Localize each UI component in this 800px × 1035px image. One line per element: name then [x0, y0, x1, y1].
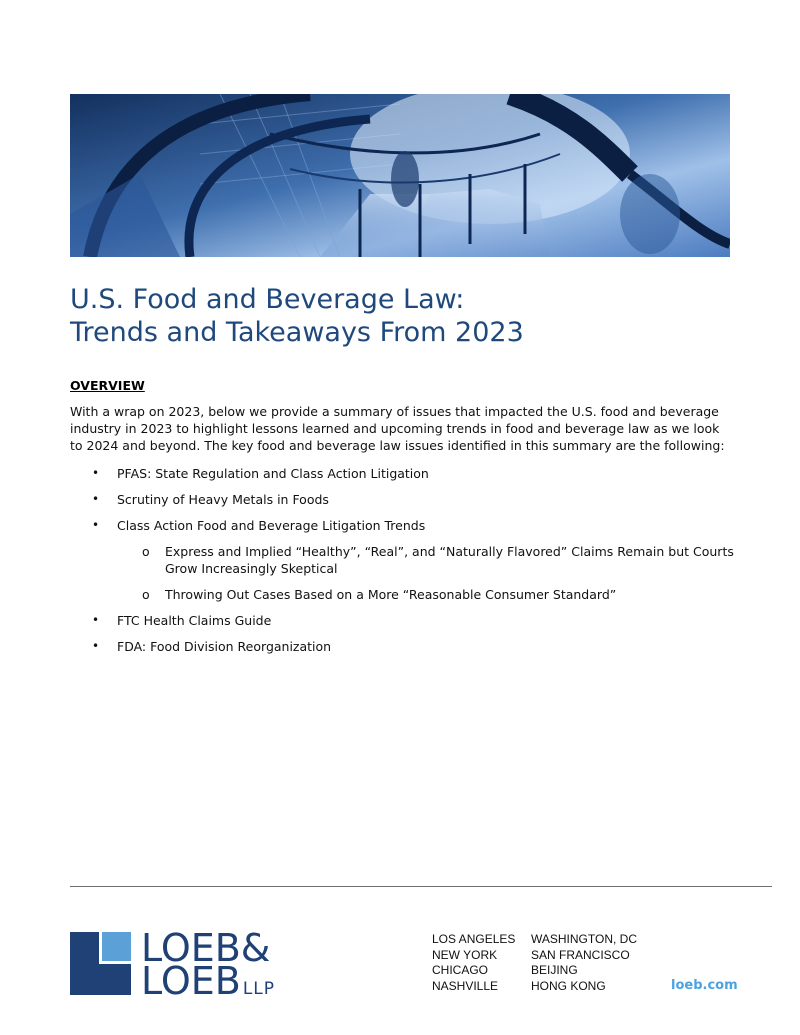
page-title	[70, 283, 750, 349]
footer-divider	[70, 886, 772, 887]
sub-bullet-icon: o	[142, 544, 150, 559]
website-link[interactable]: loeb.com	[671, 978, 738, 993]
list-item	[92, 638, 332, 655]
office-location: NASHVILLE	[432, 978, 499, 993]
list-item	[92, 517, 426, 534]
list-item	[92, 465, 429, 482]
office-location: CHICAGO	[432, 963, 489, 977]
bullet-icon: •	[92, 518, 100, 532]
office-location: SAN FRANCISCO	[531, 947, 630, 962]
logo-mark-gap	[99, 932, 102, 964]
list-item-text: FTC Health Claims Guide	[117, 613, 272, 628]
title-line-1: U.S. Food and Beverage Law:	[70, 284, 465, 315]
firm-logo	[70, 926, 295, 1003]
office-locations-column-2	[531, 932, 637, 994]
office-location: NEW YORK	[432, 947, 498, 962]
list-item	[92, 491, 329, 508]
logo-wordmark-llp: LLP	[242, 979, 276, 999]
sub-list-item-text: Express and Implied “Healthy”, “Real”, and “Naturally Flavored” Claims Remain but Courts Grow Increasingly Skeptical	[165, 544, 734, 576]
list-item	[92, 612, 272, 629]
bullet-icon: •	[92, 613, 100, 627]
bullet-icon: •	[92, 492, 100, 506]
office-location: LOS ANGELES	[432, 932, 516, 946]
overview-heading: OVERVIEW	[70, 378, 145, 393]
header-banner-image	[70, 94, 730, 257]
list-item-text: PFAS: State Regulation and Class Action Litigation	[117, 466, 429, 481]
logo-wordmark-line-2	[141, 959, 276, 1005]
sub-list-item	[142, 586, 617, 603]
bullet-icon: •	[92, 639, 100, 653]
overview-intro-paragraph: With a wrap on 2023, below we provide a summary of issues that impacted the U.S. food and beverage industry in 2023 to highlight lessons learned and upcoming trends in food and beverage law as we look to 2024 and beyond. The key food and beverage law issues identified in this summary are the following:	[70, 404, 725, 453]
logo-mark-light-icon	[102, 932, 131, 961]
logo-wordmark-loeb: LOEB	[141, 959, 241, 1003]
office-location: BEIJING	[531, 963, 578, 977]
title-line-2: Trends and Takeaways From 2023	[70, 317, 524, 348]
logo-mark-gap	[99, 961, 131, 964]
office-location: HONG KONG	[531, 978, 606, 993]
list-item-text: Scrutiny of Heavy Metals in Foods	[117, 492, 329, 507]
logo-wordmark-line-1: LOEB&	[141, 926, 271, 970]
glass-staircase-illustration	[70, 94, 730, 257]
bullet-icon: •	[92, 466, 100, 480]
list-item-text: FDA: Food Division Reorganization	[117, 639, 332, 654]
list-item-text: Class Action Food and Beverage Litigation Trends	[117, 518, 426, 533]
sub-bullet-icon: o	[142, 587, 150, 602]
sub-list-item	[142, 543, 740, 577]
sub-list-item-text: Throwing Out Cases Based on a More “Reasonable Consumer Standard”	[165, 587, 617, 602]
office-location: WASHINGTON, DC	[531, 932, 638, 946]
office-locations-column-1	[432, 932, 515, 994]
